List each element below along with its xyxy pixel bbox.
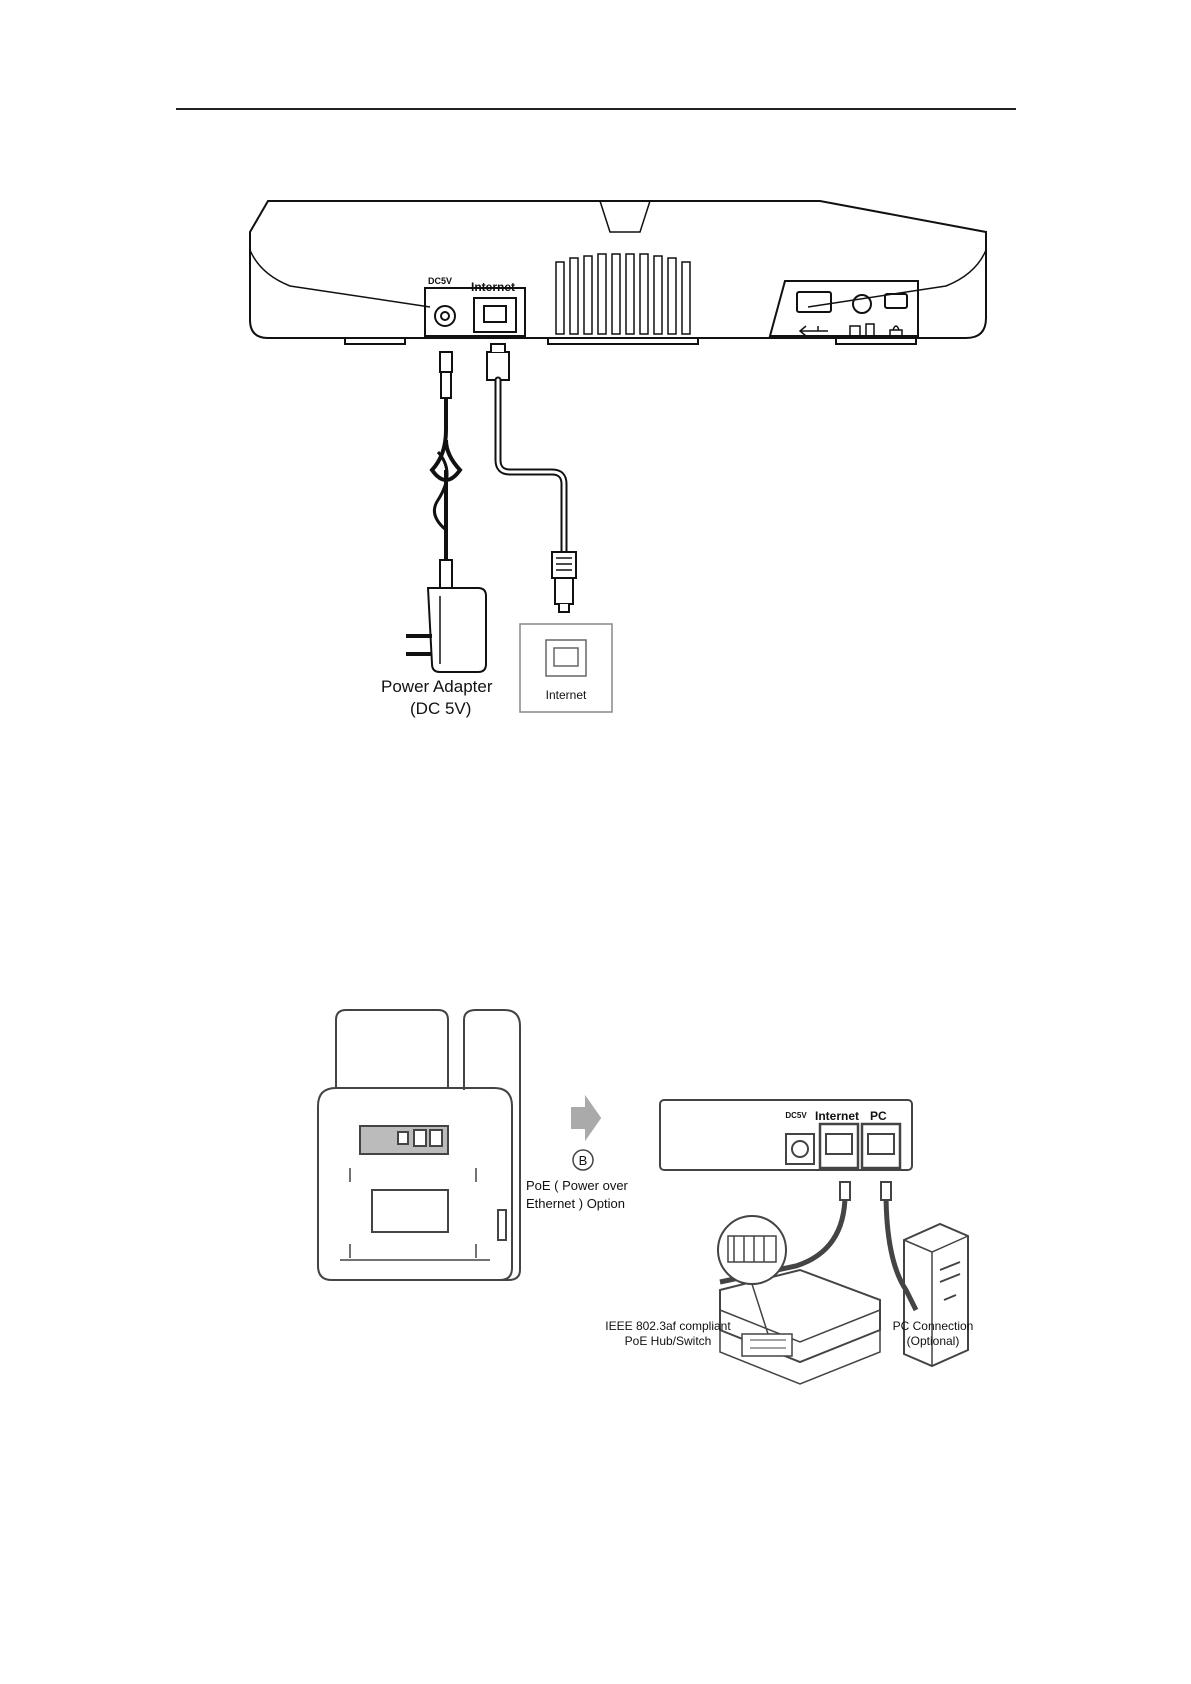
phone-label-plate xyxy=(372,1190,448,1232)
power-adapter-icon xyxy=(428,588,486,672)
usb-icon xyxy=(800,326,828,336)
adapter-cable-strain xyxy=(440,560,452,588)
rj45-plug-bottom xyxy=(552,552,576,578)
pc-connection-label-line2: (Optional) xyxy=(906,1334,960,1348)
phone-handset-rest xyxy=(336,1010,448,1088)
ethernet-cable xyxy=(498,380,564,552)
option-letter: B xyxy=(578,1153,588,1168)
figure-1 xyxy=(250,201,986,712)
phone-base-center-ridge xyxy=(600,201,650,232)
phone-stand-outline xyxy=(318,1088,512,1280)
wall-jack-label: Internet xyxy=(545,688,587,702)
poe-option-line1: PoE ( Power over xyxy=(526,1178,628,1193)
poe-option-line2: Ethernet ) Option xyxy=(526,1196,625,1211)
internet-closeup-label: Internet xyxy=(815,1109,860,1123)
power-cable-strain xyxy=(441,372,451,398)
internet-port-label: Internet xyxy=(471,280,516,294)
rj45-plug-top xyxy=(487,352,509,380)
poe-switch-label-line1: IEEE 802.3af compliant xyxy=(605,1319,731,1333)
usb-port-icon xyxy=(797,292,831,312)
dc5v-closeup-label: DC5V xyxy=(785,1111,807,1120)
wall-jack-port-icon xyxy=(546,640,586,676)
internet-port-icon xyxy=(474,298,516,332)
dc-jack-box xyxy=(786,1134,814,1164)
phone-base-outline xyxy=(250,201,986,338)
power-adapter-label: Power Adapter xyxy=(381,677,493,696)
phone-base-bevel xyxy=(250,250,986,307)
power-plug-tip xyxy=(440,352,452,372)
foot-middle xyxy=(548,338,698,344)
dc-jack-icon xyxy=(435,306,455,326)
pc-connection-label-line1: PC Connection xyxy=(892,1319,974,1333)
poe-switch-label-line2: PoE Hub/Switch xyxy=(624,1334,712,1348)
dc5v-label: DC5V xyxy=(427,276,453,286)
pc-ethernet-cable xyxy=(886,1192,916,1310)
adapter-prongs xyxy=(406,636,432,654)
foot-left xyxy=(345,338,405,344)
pc-closeup-label: PC xyxy=(870,1109,887,1123)
direction-arrow-icon xyxy=(572,1098,600,1138)
power-adapter-voltage: (DC 5V) xyxy=(410,699,472,718)
lock-slot-icon xyxy=(885,294,907,308)
foot-right xyxy=(836,338,916,344)
headset-jack-icon xyxy=(853,295,871,313)
vent-slots xyxy=(556,254,690,334)
